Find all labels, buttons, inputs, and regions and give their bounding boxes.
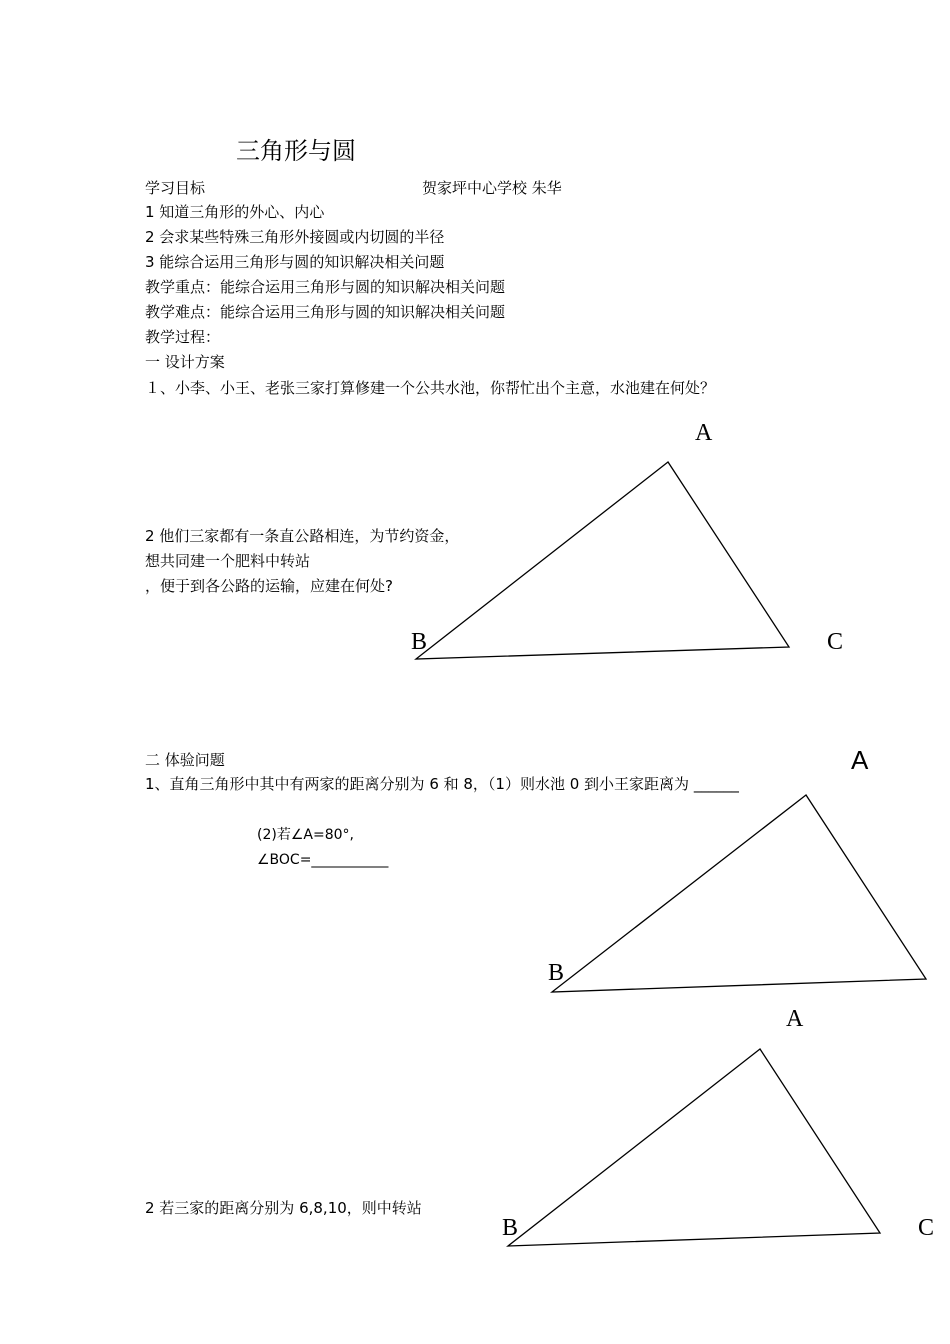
section1-question1: １、小李、小王、老张三家打算修建一个公共水池，你帮忙出个主意，水池建在何处？ [145,379,716,397]
fig3-vertex-a-label: A [786,1006,804,1032]
section2-question2: 2 若三家的距离分别为 6,8,10，则中转站 [145,1199,422,1217]
section1-question2-line1: 2 他们三家都有一条直公路相连，为节约资金， [145,527,460,545]
key-point: 教学重点：能综合运用三角形与圆的知识解决相关问题 [145,278,506,296]
fig1-vertex-c-label: C [827,629,844,655]
fig3-vertex-b-label: B [502,1215,519,1241]
fig1-vertex-b-label: B [411,629,428,655]
fig2-vertex-b-label: B [548,960,565,986]
fig3-vertex-c-label: C [918,1215,935,1241]
section2-question1-part2-line1: (2)若∠A=80°, [257,827,354,843]
section1-heading: 一 设计方案 [145,353,225,371]
section2-question1: 1、直角三角形中其中有两家的距离分别为 6 和 8，（1）则水池 0 到小王家距离为 ______ [145,775,739,793]
objective-1: 1 知道三角形的外心、内心 [145,203,325,221]
fig1-vertex-a-label: A [695,420,713,446]
fig2-vertex-a-label: A [851,745,869,775]
section2-question1-part2-line2: ∠BOC=___________ [257,852,389,868]
teaching-process: 教学过程： [145,328,221,346]
triangle-3 [508,1049,880,1246]
triangle-2 [552,795,926,992]
section1-question2-line2: 想共同建一个肥料中转站 [145,552,311,570]
difficulty: 教学难点：能综合运用三角形与圆的知识解决相关问题 [145,303,506,321]
objectives-heading: 学习目标 [145,179,206,197]
section1-question2-line3: ，便于到各公路的运输，应建在何处? [145,577,393,595]
school-author: 贺家坪中心学校 朱华 [422,179,562,197]
section2-heading: 二 体验问题 [145,751,225,769]
objective-3: 3 能综合运用三角形与圆的知识解决相关问题 [145,253,445,271]
objective-2: 2 会求某些特殊三角形外接圆或内切圆的半径 [145,228,445,246]
triangle-1 [416,462,789,659]
page-title: 三角形与圆 [236,137,356,165]
